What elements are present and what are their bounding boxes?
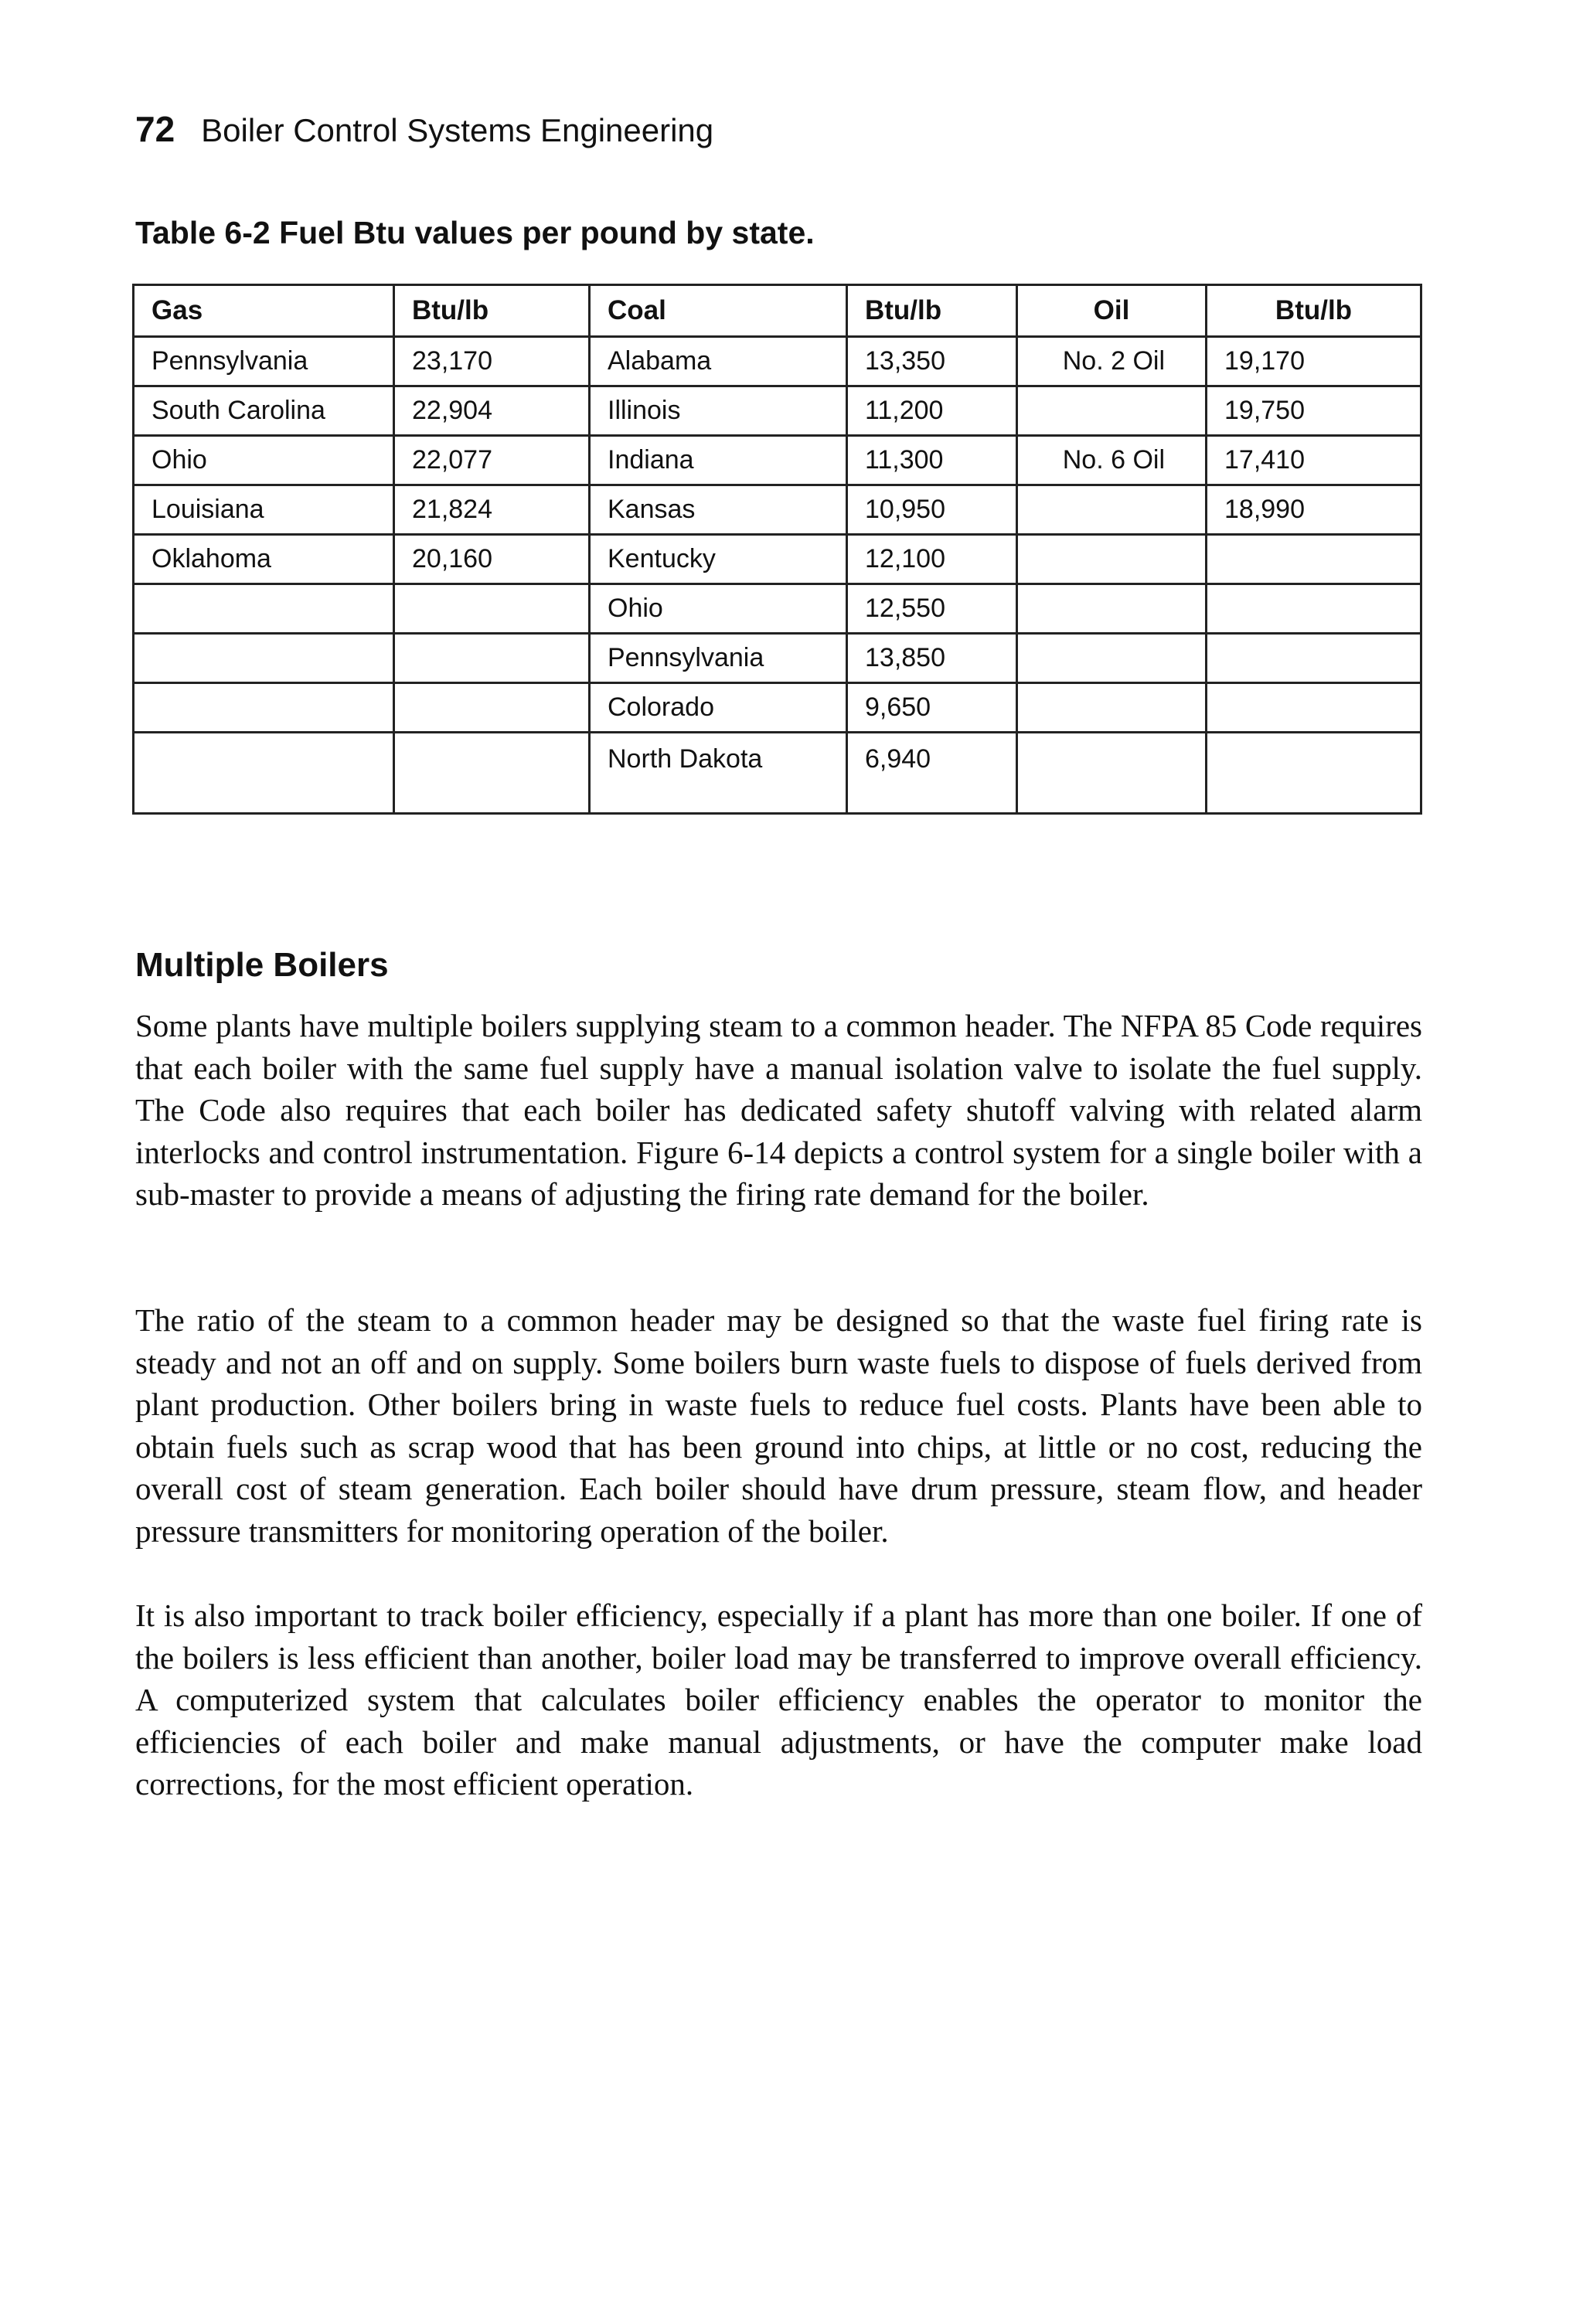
running-title: Boiler Control Systems Engineering: [201, 112, 714, 148]
table-cell: Pennsylvania: [590, 634, 847, 683]
section-heading: Multiple Boilers: [135, 946, 389, 984]
table-cell: [1207, 535, 1421, 584]
table-row: [134, 485, 1421, 535]
table-cell: [134, 634, 394, 683]
table-cell: [134, 584, 394, 634]
body-paragraph-1: Some plants have multiple boilers supplying steam to a common header. The NFPA 85 Code requires that each boiler with the same fuel supply have a manual isolation valve to isolate the fuel supply. The Code also requires that each boiler has dedicated safety shutoff valving with related alarm interlocks and control instrumentation. Figure 6-14 depicts a control system for a single boiler with a sub-master to provide a means of adjusting the firing rate demand for the boiler.: [135, 1008, 1422, 1212]
table-cell: [1017, 386, 1207, 436]
table-cell: No. 6 Oil: [1017, 436, 1207, 485]
table-row: [134, 733, 1421, 814]
table-cell: [1207, 584, 1421, 634]
table-cell: 19,750: [1207, 386, 1421, 436]
table-cell: 12,550: [847, 584, 1017, 634]
table-cell: 11,300: [847, 436, 1017, 485]
table-cell: [1017, 683, 1207, 733]
table-cell: 11,200: [847, 386, 1017, 436]
table-row: [134, 584, 1421, 634]
table-cell: 19,170: [1207, 337, 1421, 386]
table-cell: [394, 634, 590, 683]
table-cell: Ohio: [590, 584, 847, 634]
table-cell: [394, 733, 590, 814]
running-header: [135, 108, 713, 150]
table-cell: Ohio: [134, 436, 394, 485]
table-cell: Illinois: [590, 386, 847, 436]
table-cell: Colorado: [590, 683, 847, 733]
table-cell: 12,100: [847, 535, 1017, 584]
table-cell: [1017, 584, 1207, 634]
table-cell: 9,650: [847, 683, 1017, 733]
table-cell: Oklahoma: [134, 535, 394, 584]
table-cell: 17,410: [1207, 436, 1421, 485]
table-cell: Kansas: [590, 485, 847, 535]
table-cell: [1207, 634, 1421, 683]
table-cell: Louisiana: [134, 485, 394, 535]
table-row: [134, 436, 1421, 485]
table-cell: 21,824: [394, 485, 590, 535]
fuel-btu-table: [132, 284, 1422, 815]
table-cell: 22,904: [394, 386, 590, 436]
table-cell: [1017, 485, 1207, 535]
table-header-row: [134, 285, 1421, 337]
table-row: [134, 337, 1421, 386]
table-cell: [1207, 683, 1421, 733]
table-caption: Table 6-2 Fuel Btu values per pound by state.: [135, 215, 815, 250]
table-cell: [394, 683, 590, 733]
header-oil-btu: Btu/lb: [1207, 285, 1421, 337]
table-cell: Pennsylvania: [134, 337, 394, 386]
table-cell: Alabama: [590, 337, 847, 386]
header-coal-btu: Btu/lb: [847, 285, 1017, 337]
table-row: [134, 683, 1421, 733]
table-cell: 23,170: [394, 337, 590, 386]
header-gas-btu: Btu/lb: [394, 285, 590, 337]
table-cell: 22,077: [394, 436, 590, 485]
table-cell: Kentucky: [590, 535, 847, 584]
body-paragraph-2: The ratio of the steam to a common header may be designed so that the waste fuel firing rate is steady and not an off and on supply. Some boilers burn waste fuels to dispose of fuels derived from plant production. Other boilers bring in waste fuels to reduce fuel costs. Plants have been able to obtain fuels such as scrap wood that has been ground into chips, at little or no cost, reducing the overall cost of steam generation. Each boiler should have drum pressure, steam flow, and header pressure transmitters for monitoring operation of the boiler.: [135, 1302, 1422, 1549]
table-cell: [134, 683, 394, 733]
table-cell: 18,990: [1207, 485, 1421, 535]
table-cell: 10,950: [847, 485, 1017, 535]
table-cell: 13,350: [847, 337, 1017, 386]
table-cell: South Carolina: [134, 386, 394, 436]
table-cell: 6,940: [847, 733, 1017, 814]
table-cell: [1207, 733, 1421, 814]
table-cell: [134, 733, 394, 814]
table-row: [134, 386, 1421, 436]
table-cell: 13,850: [847, 634, 1017, 683]
header-gas: Gas: [134, 285, 394, 337]
table-cell: [1017, 535, 1207, 584]
table-cell: 20,160: [394, 535, 590, 584]
table-cell: Indiana: [590, 436, 847, 485]
table-row: [134, 535, 1421, 584]
table-cell: [1017, 733, 1207, 814]
header-oil: Oil: [1017, 285, 1207, 337]
table-cell: North Dakota: [590, 733, 847, 814]
table-row: [134, 634, 1421, 683]
table-cell: [1017, 634, 1207, 683]
page-number: 72: [135, 109, 175, 149]
header-coal: Coal: [590, 285, 847, 337]
body-paragraph-3: It is also important to track boiler efficiency, especially if a plant has more than one boiler. If one of the boilers is less efficient than another, boiler load may be transferred to improve overall efficiency. A computerized system that calculates boiler efficiency enables the operator to monitor the efficiencies of each boiler and make manual adjustments, or have the computer make load corrections, for the most efficient operation.: [135, 1598, 1422, 1802]
table-cell: [394, 584, 590, 634]
table-cell: No. 2 Oil: [1017, 337, 1207, 386]
